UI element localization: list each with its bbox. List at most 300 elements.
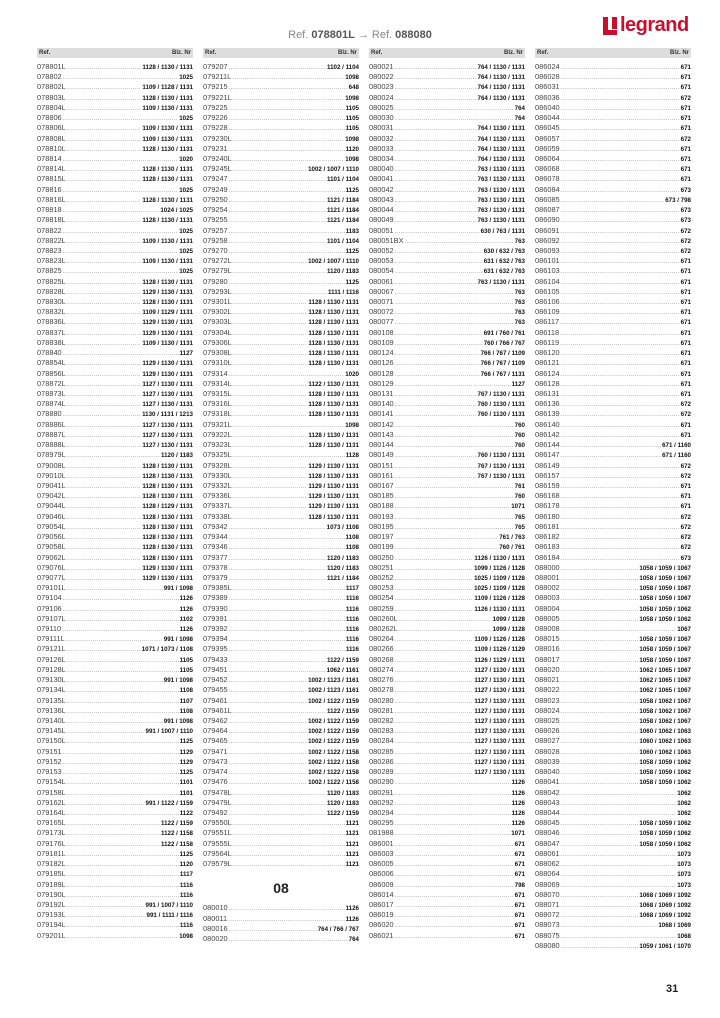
index-row <box>203 287 359 297</box>
page-refs: 1002 / 1122 / 1159 <box>308 697 359 705</box>
dot-leader <box>67 583 163 593</box>
ref-number: 078823 <box>37 245 62 255</box>
page-refs: 671 <box>680 155 691 163</box>
dot-leader <box>561 798 677 808</box>
index-row <box>37 430 193 440</box>
ref-number: 086024 <box>535 62 560 71</box>
index-row <box>535 501 691 511</box>
dot-leader <box>63 767 179 777</box>
page-refs: 672 <box>680 227 691 235</box>
dot-leader <box>233 287 327 297</box>
index-row <box>37 542 193 552</box>
page-refs: 760 / 1130 / 1131 <box>477 452 525 460</box>
dot-leader <box>233 328 308 338</box>
index-row <box>369 369 525 379</box>
ref-number: 079270 <box>203 245 228 255</box>
index-row <box>37 563 193 573</box>
dot-leader <box>395 82 477 92</box>
index-row <box>37 379 193 389</box>
page-refs: 1128 / 1130 / 1131 <box>142 299 193 307</box>
index-row <box>369 389 525 399</box>
page-refs: 1062 / 1065 / 1067 <box>639 666 691 674</box>
ref-number: 079314 <box>203 368 228 378</box>
dot-leader <box>233 399 308 409</box>
page-refs: 1127 / 1130 / 1131 <box>142 380 193 388</box>
ref-number: 080262L <box>369 624 398 634</box>
dot-leader <box>395 72 477 82</box>
ref-number: 078822L <box>37 235 66 245</box>
ref-number: 088073 <box>535 920 560 930</box>
ref-number: 080149 <box>369 450 394 460</box>
dot-leader <box>561 553 680 563</box>
page-refs: 1127 / 1130 / 1131 <box>142 421 193 429</box>
index-row <box>203 328 359 338</box>
page-refs: 1128 / 1130 / 1131 <box>308 431 359 439</box>
page-refs: 1025 <box>179 227 193 235</box>
ref-number: 080040 <box>369 164 394 174</box>
index-row <box>203 532 359 542</box>
dot-leader <box>561 634 639 644</box>
index-row <box>369 501 525 511</box>
page-refs: 671 <box>680 329 691 337</box>
ref-number: 086020 <box>369 920 394 930</box>
dot-leader <box>395 134 477 144</box>
ref-number: 080268 <box>369 654 394 664</box>
ref-number: 079062L <box>37 552 66 562</box>
dot-leader <box>561 869 677 879</box>
dot-leader <box>395 890 514 900</box>
dot-leader <box>561 399 680 409</box>
dot-leader <box>561 931 677 941</box>
dot-leader <box>229 665 326 675</box>
dot-leader <box>233 461 308 471</box>
index-row <box>37 501 193 511</box>
ref-number: 079121L <box>37 644 66 654</box>
index-row <box>535 788 691 798</box>
ref-number: 079379 <box>203 572 228 582</box>
ref-number: 079452 <box>203 675 228 685</box>
page-refs: 1025 / 1109 / 1128 <box>474 585 525 593</box>
dot-leader <box>233 818 345 828</box>
ref-number: 080031 <box>369 123 394 133</box>
index-row <box>369 420 525 430</box>
dot-leader <box>67 542 142 552</box>
page-refs: 763 <box>514 309 525 317</box>
index-row <box>203 924 359 934</box>
ref-number: 080034 <box>369 153 394 163</box>
dot-leader <box>67 900 145 910</box>
index-row <box>369 307 525 317</box>
ref-number: 088039 <box>535 756 560 766</box>
page-refs: 1058 / 1059 / 1067 <box>639 646 691 654</box>
page-refs: 1127 / 1130 / 1131 <box>474 718 525 725</box>
ref-number: 088075 <box>535 930 560 940</box>
dot-leader <box>67 890 179 900</box>
index-row <box>203 399 359 409</box>
page-refs: 1062 <box>677 799 691 807</box>
ref-number: 079151 <box>37 746 62 756</box>
index-row <box>203 164 359 174</box>
ref-number: 079201L <box>37 930 66 940</box>
dot-leader <box>395 430 514 440</box>
dot-leader <box>561 93 680 103</box>
index-row <box>37 675 193 685</box>
ref-number: 086117 <box>535 317 560 327</box>
index-row <box>203 144 359 154</box>
page-refs: 763 / 1130 / 1131 <box>477 166 525 174</box>
page-refs: 1128 / 1130 / 1131 <box>308 401 359 409</box>
page-refs: 1128 / 1130 / 1131 <box>142 166 193 174</box>
dot-leader <box>229 757 307 767</box>
ref-number: 080033 <box>369 143 394 153</box>
page-refs: 1068 / 1069 / 1092 <box>639 912 691 920</box>
page-refs: 671 <box>514 850 525 858</box>
index-row <box>37 144 193 154</box>
dot-leader <box>67 491 142 501</box>
dot-leader <box>561 461 680 471</box>
index-row <box>369 481 525 491</box>
dot-leader <box>561 256 680 266</box>
page-refs: 1058 / 1059 / 1062 <box>639 779 691 787</box>
index-row <box>203 154 359 164</box>
title-from: 078801L <box>311 29 355 41</box>
page-refs: 1102 / 1104 <box>326 64 359 71</box>
index-row <box>369 696 525 706</box>
ref-number: 080264 <box>369 634 394 644</box>
ref-number: 079226 <box>203 113 228 123</box>
page-refs: 1127 / 1130 / 1131 <box>474 758 525 766</box>
index-row <box>37 287 193 297</box>
page-refs: 1128 / 1130 / 1131 <box>308 513 359 521</box>
dot-leader <box>229 246 345 256</box>
ref-number: 080276 <box>369 675 394 685</box>
index-row <box>203 726 359 736</box>
ref-number: 086093 <box>535 245 560 255</box>
index-row <box>37 522 193 532</box>
index-row <box>203 266 359 276</box>
index-row <box>203 903 359 913</box>
ref-number: 079321L <box>203 419 232 429</box>
ref-number: 080286 <box>369 756 394 766</box>
index-row <box>203 798 359 808</box>
index-row <box>369 644 525 654</box>
page-refs: 1109 / 1130 / 1131 <box>142 135 193 143</box>
dot-leader <box>233 512 308 522</box>
ref-number: 086101 <box>535 256 560 266</box>
page-refs: 1122 / 1158 <box>160 840 193 848</box>
page-refs: 766 / 767 / 1109 <box>480 360 525 368</box>
index-row <box>535 634 691 644</box>
index-row <box>369 900 525 910</box>
dot-leader <box>67 461 142 471</box>
ref-number: 079272L <box>203 256 232 266</box>
dot-leader <box>395 726 474 736</box>
index-row <box>203 491 359 501</box>
index-row <box>369 246 525 256</box>
page-refs: 1126 / 1129 / 1131 <box>474 656 525 664</box>
index-row <box>203 573 359 583</box>
page-refs: 1002 / 1007 / 1110 <box>308 166 359 174</box>
dot-leader <box>561 82 680 92</box>
dot-leader <box>395 532 499 542</box>
ref-number: 086087 <box>535 205 560 215</box>
index-row <box>37 113 193 123</box>
ref-number: 088047 <box>535 838 560 848</box>
index-row <box>37 307 193 317</box>
page-refs: 671 <box>680 493 691 501</box>
dot-leader <box>561 532 680 542</box>
ref-number: 079181L <box>37 848 66 858</box>
page-refs: 1058 / 1059 / 1067 <box>639 585 691 593</box>
page-refs: 1128 / 1130 / 1131 <box>308 391 359 398</box>
dot-leader <box>395 818 511 828</box>
page-refs: 1129 / 1130 / 1131 <box>142 564 193 572</box>
page-refs: 1120 / 1183 <box>326 799 359 807</box>
page-refs: 671 <box>680 431 691 439</box>
dot-leader <box>67 256 142 266</box>
index-row <box>369 604 525 614</box>
ref-number: 088041 <box>535 777 560 787</box>
ref-number: 079010L <box>37 470 66 480</box>
dot-leader <box>561 226 680 236</box>
page-refs: 672 <box>680 401 691 409</box>
dot-leader <box>395 542 499 552</box>
dot-leader <box>395 747 474 757</box>
dot-leader <box>561 185 680 195</box>
index-row <box>37 604 193 614</box>
page-refs: 648 <box>348 84 359 92</box>
index-row <box>369 869 525 879</box>
index-row <box>535 931 691 941</box>
dot-leader <box>67 338 142 348</box>
ref-number: 088002 <box>535 583 560 593</box>
page-refs: 1101 <box>179 789 193 797</box>
ref-number: 079106 <box>37 603 62 613</box>
dot-leader <box>561 103 680 113</box>
index-row <box>535 798 691 808</box>
index-row <box>535 348 691 358</box>
index-row <box>37 461 193 471</box>
index-row <box>37 839 193 849</box>
page-refs: 1125 <box>345 186 359 194</box>
ref-number: 088042 <box>535 787 560 797</box>
page-refs: 1109 / 1130 / 1131 <box>142 104 193 112</box>
page-refs: 1109 / 1130 / 1131 <box>142 125 193 133</box>
page-refs: 1130 / 1131 / 1213 <box>142 411 193 419</box>
index-row <box>369 798 525 808</box>
ref-number: 080291 <box>369 787 394 797</box>
ref-number: 079462 <box>203 716 228 725</box>
ref-number: 079564L <box>203 848 232 858</box>
index-row <box>203 205 359 215</box>
dot-leader <box>395 389 477 399</box>
page-refs: 1120 / 1183 <box>326 268 359 276</box>
dot-leader <box>395 62 477 72</box>
dot-leader <box>561 675 639 685</box>
ref-number: 086159 <box>535 480 560 490</box>
dot-leader <box>561 747 639 757</box>
page-refs: 1058 / 1059 / 1067 <box>639 574 691 582</box>
dot-leader <box>67 655 179 665</box>
dot-leader <box>395 798 511 808</box>
ref-number: 079231 <box>203 143 228 153</box>
index-row <box>369 788 525 798</box>
page-refs: 1116 <box>179 881 193 889</box>
page-refs: 1128 / 1130 / 1131 <box>308 442 359 450</box>
page-refs: 1102 <box>179 615 193 623</box>
ref-number: 080284 <box>369 736 394 746</box>
dot-leader <box>229 123 345 133</box>
index-row <box>369 532 525 542</box>
page-refs: 1125 <box>179 769 193 777</box>
ref-number: 086168 <box>535 491 560 501</box>
ref-number: 079279L <box>203 266 232 276</box>
dot-leader <box>67 910 146 920</box>
index-row <box>37 440 193 450</box>
index-row <box>535 644 691 654</box>
page-refs: 1002 / 1122 / 1159 <box>308 728 359 736</box>
dot-leader <box>233 164 307 174</box>
page-refs: 1117 <box>179 871 193 879</box>
ref-number: 086181 <box>535 521 560 531</box>
index-row <box>37 573 193 583</box>
page-refs: 631 / 632 / 763 <box>483 258 525 266</box>
page-refs: 1128 / 1130 / 1131 <box>142 145 193 153</box>
page-refs: 1058 / 1059 / 1062 <box>639 840 691 848</box>
ref-number: 088044 <box>535 807 560 817</box>
ref-number: 079394 <box>203 634 228 644</box>
page-refs: 1058 / 1059 / 1067 <box>639 656 691 664</box>
page-refs: 1128 / 1130 / 1131 <box>142 217 193 225</box>
page-refs: 671 <box>680 278 691 286</box>
dot-leader <box>233 450 345 460</box>
dot-leader <box>229 685 307 695</box>
index-row <box>37 103 193 113</box>
dot-leader <box>67 920 179 930</box>
ref-number: 079455 <box>203 685 228 695</box>
dot-leader <box>229 103 345 113</box>
page-refs: 1109 / 1130 / 1131 <box>142 258 193 266</box>
index-row <box>203 839 359 849</box>
page-refs: 1128 / 1130 / 1131 <box>142 493 193 501</box>
dot-leader <box>67 379 142 389</box>
page-refs: 1099 / 1128 <box>492 615 525 623</box>
dot-leader <box>395 849 514 859</box>
index-row <box>203 369 359 379</box>
index-row <box>37 920 193 930</box>
page-refs: 672 <box>680 94 691 102</box>
dot-leader <box>229 113 345 123</box>
page-refs: 1116 <box>179 922 193 930</box>
page-refs: 1125 <box>179 850 193 858</box>
index-row <box>37 634 193 644</box>
index-row <box>203 777 359 787</box>
index-row <box>369 461 525 471</box>
ref-number: 079258 <box>203 235 228 245</box>
page-refs: 671 <box>514 901 525 909</box>
index-row <box>369 553 525 563</box>
page-refs: 1071 <box>511 830 525 838</box>
dot-leader <box>233 471 308 481</box>
dot-leader <box>561 154 680 164</box>
page-refs: 760 <box>514 442 525 450</box>
ref-number: 079451 <box>203 664 228 674</box>
dot-leader <box>233 828 345 838</box>
dot-leader <box>228 914 344 924</box>
page-refs: 1105 <box>179 666 193 674</box>
page-refs: 1058 / 1059 / 1062 <box>639 820 691 828</box>
index-row <box>535 93 691 103</box>
ref-number: 086078 <box>535 174 560 184</box>
ref-number: 079245L <box>203 164 232 174</box>
index-row <box>535 859 691 869</box>
dot-leader <box>561 113 680 123</box>
index-row <box>369 920 525 930</box>
dot-leader <box>67 532 142 542</box>
index-row <box>369 747 525 757</box>
dot-leader <box>67 307 142 317</box>
dot-leader <box>67 501 142 511</box>
index-row <box>203 665 359 675</box>
page-refs: 764 <box>514 115 525 123</box>
page-refs: 991 / 1098 <box>163 718 193 725</box>
page-refs: 1020 <box>345 370 359 378</box>
index-row <box>203 348 359 358</box>
index-row <box>203 103 359 113</box>
dot-leader <box>561 900 639 910</box>
ref-number: 079579L <box>203 859 232 869</box>
dot-leader <box>561 696 639 706</box>
ref-number: 088024 <box>535 705 560 715</box>
dot-leader <box>399 614 492 624</box>
page-refs: 672 <box>680 534 691 542</box>
index-row <box>535 461 691 471</box>
index-row <box>369 450 525 460</box>
index-row <box>37 583 193 593</box>
section-heading: 08 <box>273 880 289 897</box>
dot-leader <box>395 215 477 225</box>
index-row <box>37 348 193 358</box>
index-row <box>203 72 359 82</box>
dot-leader <box>67 430 142 440</box>
ref-number: 079110 <box>37 624 62 634</box>
page-refs: 761 <box>514 482 525 490</box>
dot-leader <box>67 706 179 716</box>
page-refs: 1129 / 1130 / 1131 <box>142 319 193 327</box>
index-row <box>203 82 359 92</box>
index-row <box>37 277 193 287</box>
index-row <box>535 512 691 522</box>
ref-number: 080141 <box>369 409 394 419</box>
page-refs: 760 / 766 / 767 <box>483 339 525 347</box>
page-refs: 671 <box>680 104 691 112</box>
dot-leader <box>233 420 344 430</box>
ref-number: 078806 <box>37 113 62 123</box>
dot-leader <box>561 563 639 573</box>
ref-number: 079130L <box>37 675 66 685</box>
page-refs: 1116 <box>179 891 193 899</box>
dot-leader <box>395 266 483 276</box>
title-arrow: → <box>354 29 372 41</box>
dot-leader <box>561 307 680 317</box>
ref-number: 088008 <box>535 624 560 634</box>
page-refs: 1002 / 1122 / 1159 <box>308 718 359 725</box>
index-row <box>37 236 193 246</box>
page-refs: 671 <box>680 64 691 71</box>
page-refs: 671 <box>680 482 691 490</box>
index-row <box>369 215 525 225</box>
dot-leader <box>560 328 680 338</box>
